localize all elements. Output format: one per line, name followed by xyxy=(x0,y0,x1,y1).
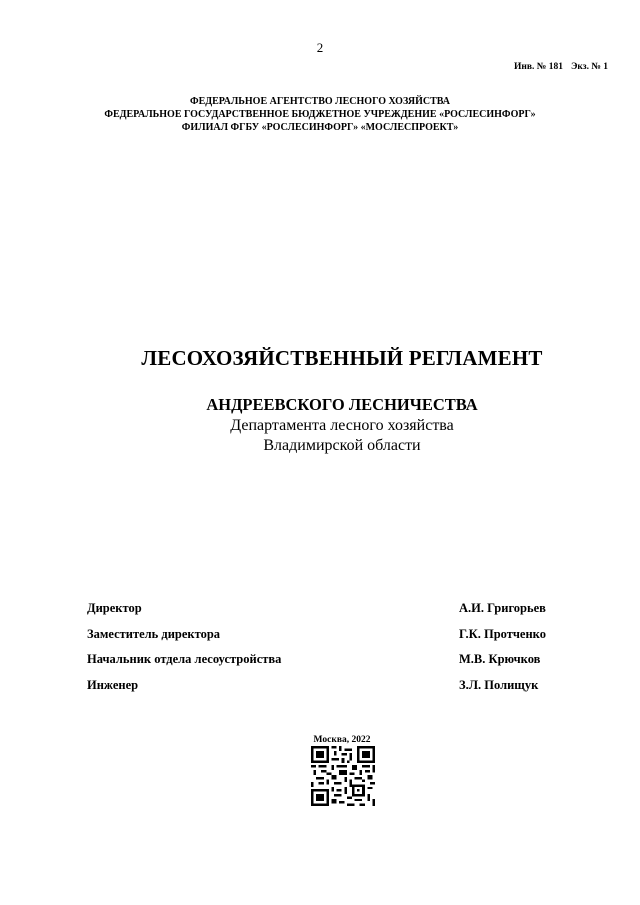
org-line-institution: ФЕДЕРАЛЬНОЕ ГОСУДАРСТВЕННОЕ БЮДЖЕТНОЕ УЧРЕЖДЕНИЕ «РОСЛЕСИНФОРГ» xyxy=(104,109,536,120)
signatory-row xyxy=(87,652,577,678)
subtitle-line-department: Департамента лесного хозяйства xyxy=(230,417,454,434)
document-subtitle: АНДРЕЕВСКОГО ЛЕСНИЧЕСТВА xyxy=(206,395,478,414)
signatory-role: Инженер xyxy=(87,677,139,692)
signatory-name: М.В. Крючков xyxy=(459,652,541,666)
qr-code-icon xyxy=(311,746,375,806)
signatory-name: З.Л. Полищук xyxy=(459,677,539,692)
signatory-name: Г.К. Протченко xyxy=(459,626,546,641)
inventory-info xyxy=(514,62,608,72)
signatories-list xyxy=(87,601,577,703)
signatory-row xyxy=(87,678,577,704)
signatory-name: А.И. Григорьев xyxy=(459,601,546,615)
org-line-branch: ФИЛИАЛ ФГБУ «РОСЛЕСИНФОРГ» «МОСЛЕСПРОЕКТ» xyxy=(181,122,459,133)
signatory-row xyxy=(87,601,577,627)
signatory-role: Начальник отдела лесоустройства xyxy=(87,652,282,666)
footer-city-year: Москва, 2022 xyxy=(313,735,371,745)
document-subtitle-block xyxy=(0,394,640,456)
copy-number: Экз. № 1 xyxy=(570,62,608,72)
signatory-row xyxy=(87,627,577,653)
org-line-agency: ФЕДЕРАЛЬНОЕ АГЕНТСТВО ЛЕСНОГО ХОЗЯЙСТВА xyxy=(189,96,451,107)
organization-header xyxy=(0,95,640,134)
page-number: 2 xyxy=(316,40,324,55)
subtitle-line-region: Владимирской области xyxy=(263,437,421,454)
inventory-number: Инв. № 181 xyxy=(514,62,563,72)
document-title: ЛЕСОХОЗЯЙСТВЕННЫЙ РЕГЛАМЕНТ xyxy=(141,346,543,370)
signatory-role: Директор xyxy=(87,601,142,615)
signatory-role: Заместитель директора xyxy=(87,626,221,641)
